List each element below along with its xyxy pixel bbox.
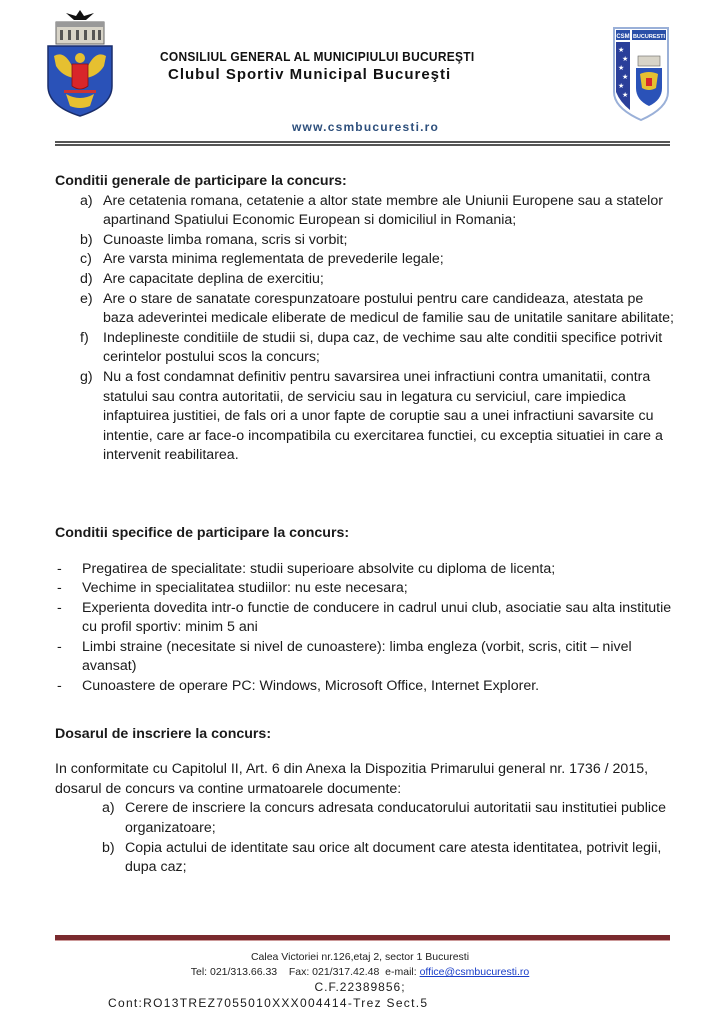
list-item: f) Indeplineste conditiile de studii si, dupa caz, de vechime sau alte conditii specifice potrivit cerintelor postului scos la concurs; — [80, 329, 663, 366]
general-conditions-list — [55, 192, 675, 466]
list-item: - Vechime in specialitatea studiilor: nu este necesara; — [57, 580, 408, 597]
svg-text:★: ★ — [622, 55, 629, 63]
bucharest-coat-of-arms-icon — [44, 6, 116, 118]
specific-conditions-heading: Conditii specifice de participare la concurs: — [55, 524, 350, 541]
list-item: b) Copia actului de identitate sau orice alt document care atesta identitatea, potrivit legii, dupa caz; — [102, 839, 662, 876]
footer-address: Calea Victoriei nr.126,etaj 2, sector 1 Bucuresti — [250, 951, 470, 963]
specific-conditions-list — [55, 560, 675, 697]
footer-contacts — [0, 966, 720, 978]
footer-fax: Fax: 021/317.42.48 — [288, 966, 380, 978]
svg-text:★: ★ — [618, 64, 625, 72]
list-item: - Pregatirea de specialitate: studii superioare absolvite cu diploma de licenta; — [57, 560, 556, 577]
council-title: CONSILIUL GENERAL AL MUNICIPIULUI BUCUREŞTI — [160, 49, 475, 64]
dossier-intro: In conformitate cu Capitolul II, Art. 6 din Anexa la Dispozitia Primarului general nr. 1736 / 2015, dosarul de concurs va contine urmatoarele documente: — [55, 761, 649, 797]
list-item: c) Are varsta minima reglementata de prevederile legale; — [80, 251, 444, 268]
list-item: d) Are capacitate deplina de exercitiu; — [80, 270, 324, 287]
dossier-heading: Dosarul de inscriere la concurs: — [55, 725, 272, 742]
header-divider — [55, 141, 670, 146]
svg-text:★: ★ — [622, 91, 629, 99]
list-item: - Cunoastere de operare PC: Windows, Microsoft Office, Internet Explorer. — [57, 678, 540, 695]
document-body — [55, 172, 675, 878]
svg-text:BUCURESTI: BUCURESTI — [632, 34, 666, 40]
svg-text:★: ★ — [618, 46, 625, 54]
club-title: Clubul Sportiv Municipal Bucureşti — [168, 66, 452, 83]
list-item: b) Cunoaste limba romana, scris si vorbit; — [80, 231, 348, 248]
footer-divider — [55, 935, 670, 941]
list-item: g) Nu a fost condamnat definitiv pentru savarsirea unei infractiuni contra umanitatii, contra statului sau contra autoritatii, de serviciu sau in legatura cu serviciul, care impiedica infaptuirea justitiei, de fals ori a unor fapte de coruptie sau a unei infractiuni savarsite cu intentie, care ar face-o incompatibila cu exercitarea functiei, cu exceptia situatiei in care a intervenit reabilitarea. — [80, 368, 663, 464]
dossier-documents-list — [55, 799, 675, 877]
footer-phone: Tel: 021/313.66.33 — [190, 966, 278, 978]
website-link[interactable]: www.csmbucuresti.ro — [292, 120, 440, 134]
list-item: a) Cerere de inscriere la concurs adresata conducatorului autoritatii sau institutiei publice organizatoare; — [102, 800, 666, 837]
svg-text:★: ★ — [622, 73, 629, 81]
list-item: - Limbi straine (necesitate si nivel de cunoastere): limba engleza (vorbit, scris, citit – nivel avansat) — [57, 638, 632, 675]
svg-text:★: ★ — [618, 82, 625, 90]
csm-bucuresti-crest-icon — [612, 26, 670, 122]
footer-email-link[interactable]: office@csmbucuresti.ro — [419, 966, 530, 978]
list-item: a) Are cetatenia romana, cetatenie a altor state membre ale Uniunii Europene sau a statelor apartinand Spatiului Economic European si domiciliul in Romania; — [80, 192, 663, 229]
list-item: - Experienta dovedita intr-o functie de conducere in cadrul unui club, asociatie sau alta institutie cu profil sportiv: minim 5 ani — [57, 599, 672, 636]
letterhead — [0, 0, 720, 150]
general-conditions-heading: Conditii generale de participare la concurs: — [55, 173, 347, 189]
footer-email-label: e-mail: — [385, 966, 417, 978]
list-item: e) Are o stare de sanatate corespunzatoare postului pentru care candideaza, atestata pe baza adeverintei medicale eliberate de medicul de familie sau de unitatile sanitare abilitate; — [80, 290, 674, 327]
crest-text-csm: CSM — [616, 34, 630, 40]
footer-bank-account: Cont:RO13TREZ7055010XXX004414-Trez Sect.5 — [108, 996, 429, 1010]
footer-fiscal-code: C.F.22389856; — [314, 980, 406, 994]
